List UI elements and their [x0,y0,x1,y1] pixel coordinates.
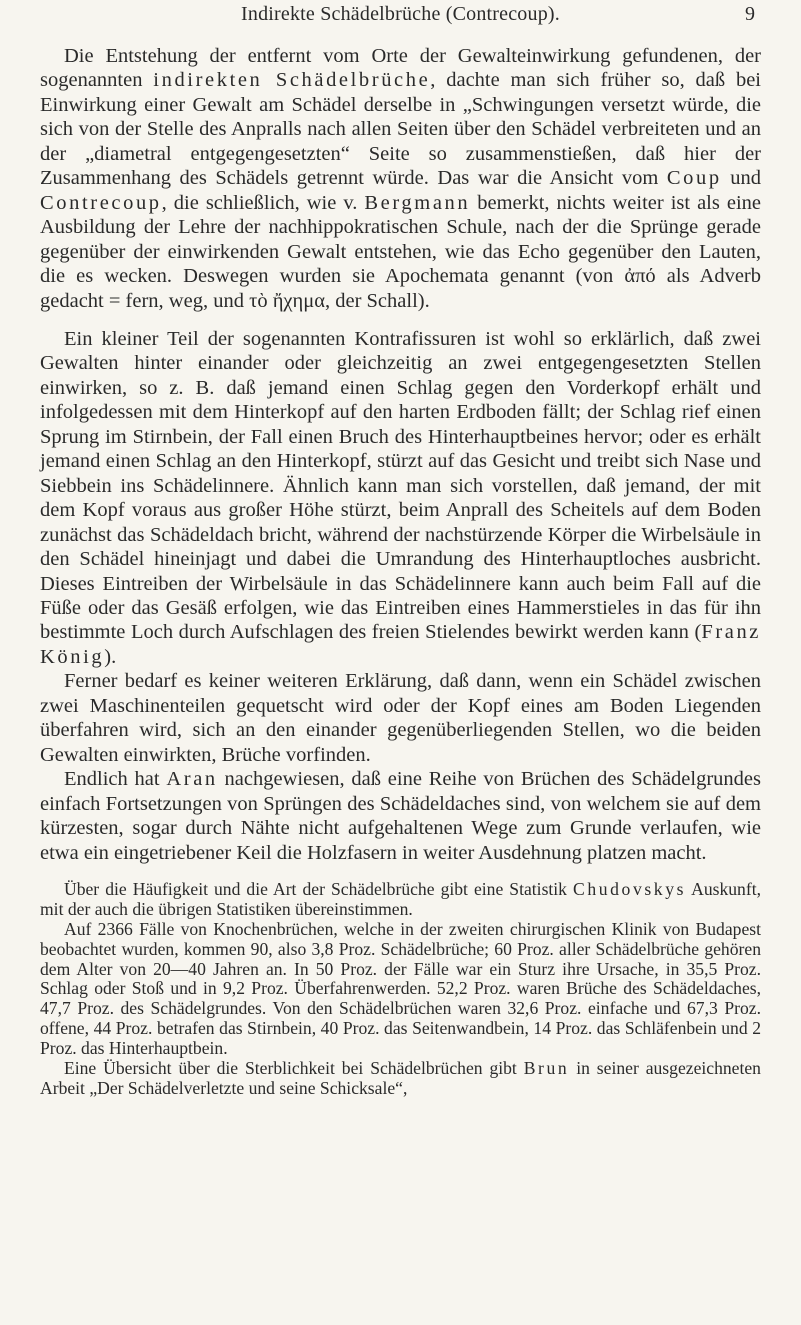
spaced-emphasis: Contrecoup [40,191,162,214]
paragraph: Ferner bedarf es keiner weiteren Erklärung, daß dann, wenn ein Schädel zwischen zwei Maschinenteilen gequetscht wird oder der Kopf eines am Boden Liegenden überfahren wird, sich an den einander gegenüberliegenden Stellen, wo die beiden Gewalten einwirkten, Brüche vorfinden. [40,670,761,766]
paragraph: Die Entstehung der entfernt vom Orte der Gewalteinwirkung gefundenen, der sogenannten indirekten Schädelbrüche, dachte man sich früher so, daß bei Einwirkung einer Gewalt am Schädel derselbe in „Schwingungen versetzt würde, die sich von der Stelle des Anpralls nach allen Seiten über den Schädel verbreiteten und an der „diametral entgegengesetzten“ Seite so zusammenstießen, daß hier der Zusammenhang des Schädels getrennt würde. Das war die Ansicht vom Coup und Contrecoup, die schließlich, wie v. Bergmann bemerkt, nichts weiter ist als eine Ausbildung der Lehre der nachhippokratischen Schule, nach der die Sprünge gerade gegenüber der einwirkenden Gewalt entstehen, wie das Echo gegenüber den Lauten, die es wecken. Deswegen wurden sie Apochemata genannt (von ἀπό als Adverb gedacht = fern, weg, und τὸ ἤχημα, der Schall). [40,45,761,312]
text-block [40,44,761,313]
text-block [40,327,761,865]
small-print-block [40,880,761,1099]
running-title: Indirekte Schädelbrüche (Contrecoup). [241,3,560,25]
paragraph: Endlich hat Aran nachgewiesen, daß eine Reihe von Brüchen des Schädelgrundes einfach Fortsetzungen von Sprüngen des Schädeldaches sind, von welchem sie auf dem kürzesten, sogar durch Nähte nicht aufgehaltenen Wege zum Grunde verlaufen, wie etwa ein eingetriebener Keil die Holzfasern in weiter Ausdehnung platzen macht. [40,768,761,864]
spaced-emphasis: Chudovskys [573,878,687,899]
spaced-emphasis: Brun [523,1058,570,1079]
spaced-emphasis: Franz König [40,621,761,668]
spaced-emphasis: indirekten Schädelbrüche [153,69,431,92]
spaced-emphasis: Bergmann [364,191,471,214]
paragraph: Auf 2366 Fälle von Knochenbrüchen, welche in der zweiten chirurgischen Klinik von Budapest beobachtet wurden, kommen 90, also 3,8 Proz. Schädelbrüche; 60 Proz. aller Schädelbrüche gehören dem Alter von 20—40 Jahren an. In 50 Proz. der Fälle war ein Sturz ihre Ursache, in 35,5 Proz. Schlag oder Stoß und in 9,2 Proz. Überfahrenwerden. 52,2 Proz. waren Brüche des Schädeldaches, 47,7 Proz. des Schädelgrundes. Von den Schädelbrüchen waren 32,6 Proz. einfache und 67,3 Proz. offene, 44 Proz. betrafen das Stirnbein, 40 Proz. das Seitenwandbein, 14 Proz. das Schläfenbein und 2 Proz. das Hinterhauptbein. [40,918,761,1059]
paragraph: Ein kleiner Teil der sogenannten Kontrafissuren ist wohl so erklärlich, daß zwei Gewalten hinter einander oder gleichzeitig an zwei entgegengesetzten Stellen einwirken, so z. B. daß jemand einen Schlag gegen den Vorderkopf erhält und infolgedessen mit dem Hinterkopf auf den harten Erdboden fällt; der Schlag rief einen Sprung im Stirnbein, der Fall einen Bruch des Hinterhauptbeines hervor; oder es erhält jemand einen Schlag an den Hinterkopf, stürzt auf das Gesicht und treibt sich Nase und Siebbein ins Schädelinnere. Ähnlich kann man sich vorstellen, daß jemand, der mit dem Kopf voraus aus großer Höhe stürzt, beim Anprall des Scheitels auf dem Boden zunächst das Schädeldach bricht, während der nachstürzende Körper die Wirbelsäule in den Schädel hineinjagt und dabei die Umrandung des Hinterhauptloches ausbricht. Dieses Eintreiben der Wirbelsäule in das Schädelinnere kann auch beim Fall auf die Füße oder das Gesäß erfolgen, wie das Eintreiben eines Hammerstieles in das für ihn bestimmte Loch durch Aufschlagen des freien Stielendes bewirkt werden kann (Franz König). [40,327,761,668]
spaced-emphasis: Coup [666,167,722,190]
page-number: 9 [745,3,755,25]
block-gap [40,313,761,327]
block-gap [40,865,761,880]
spaced-emphasis: Aran [166,768,218,791]
page-header [40,3,761,33]
paragraph: Eine Übersicht über die Sterblichkeit bei Schädelbrüchen gibt Brun in seiner ausgezeichneten Arbeit „Der Schädelverletzte und seine Schicksale“, [40,1058,761,1099]
body-text [40,44,761,1099]
paragraph: Über die Häufigkeit und die Art der Schädelbrüche gibt eine Statistik Chudovskys Auskunft, mit der auch die übrigen Statistiken übereinstimmen. [40,878,761,919]
